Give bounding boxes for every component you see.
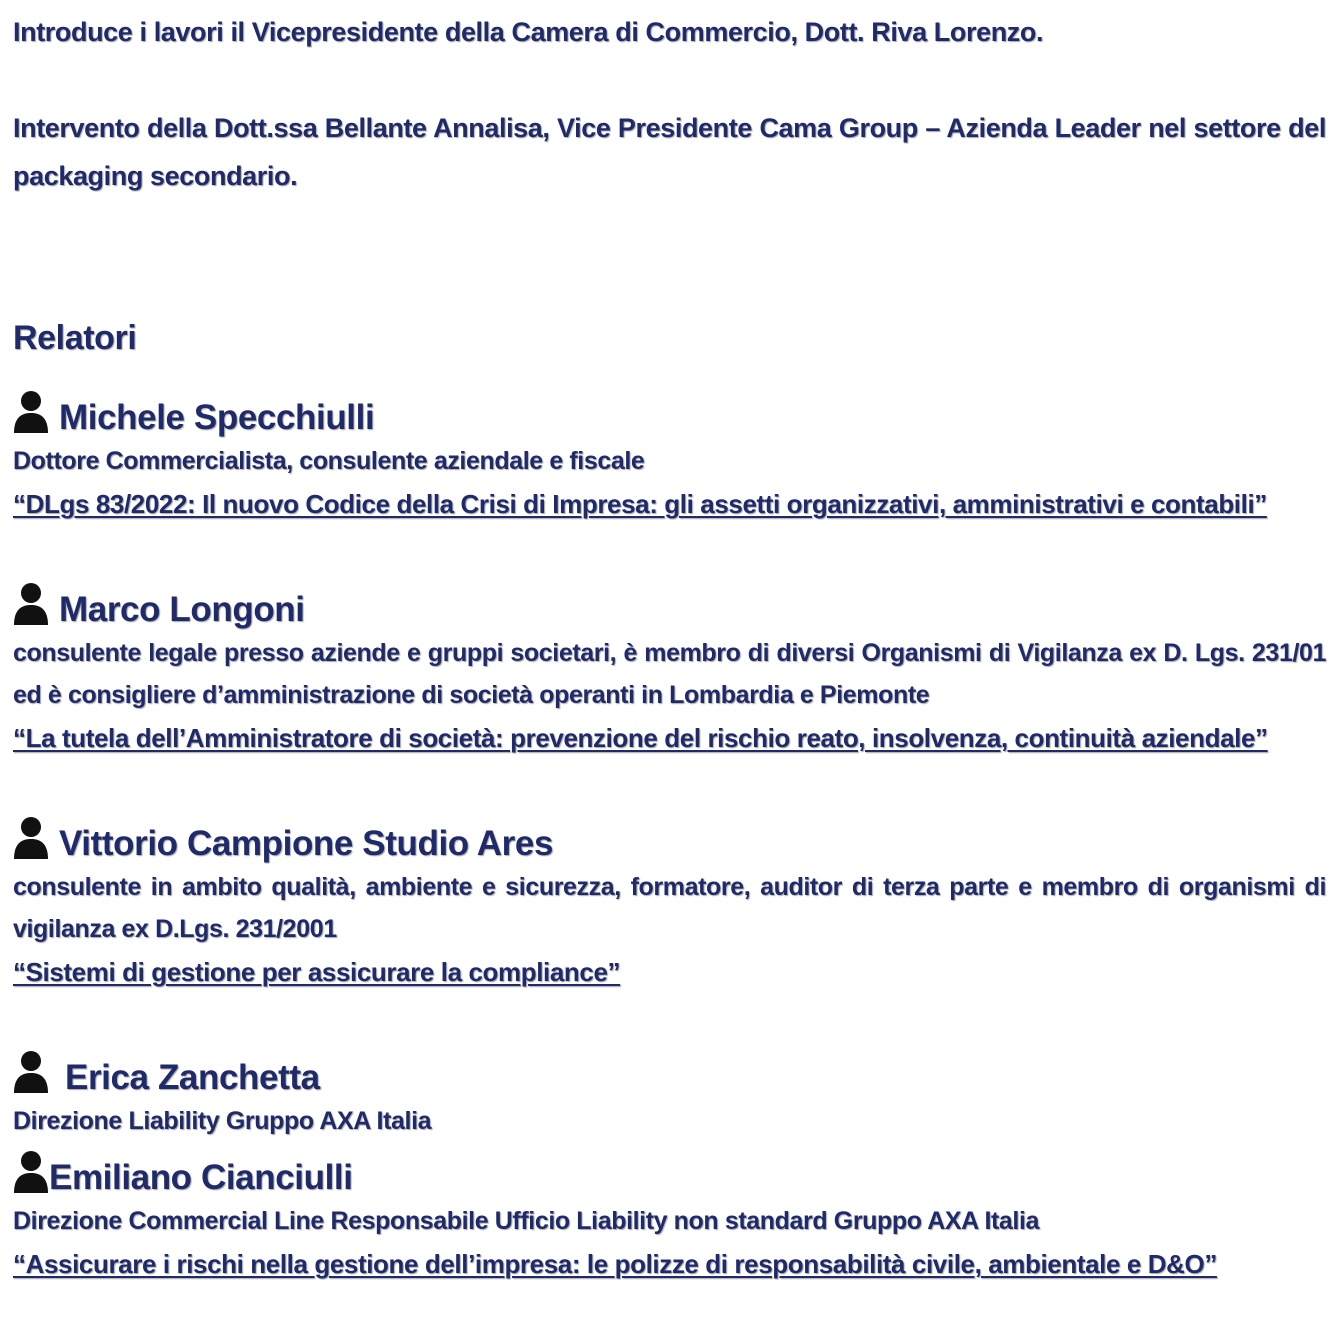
speaker-entry — [13, 580, 1326, 760]
speaker-name: Erica Zanchetta — [65, 1058, 320, 1097]
person-icon — [13, 582, 49, 626]
speaker-name: Vittorio Campione Studio Ares — [59, 824, 554, 863]
speaker-name: Emiliano Cianciulli — [49, 1158, 353, 1197]
speaker-name: Michele Specchiulli — [59, 398, 375, 437]
speaker-name: Marco Longoni — [59, 590, 305, 629]
speaker-entry — [13, 1148, 1326, 1286]
speaker-talk-link[interactable]: “La tutela dell’Amministratore di società: prevenzione del rischio reato, insolvenza, continuità aziendale” — [13, 723, 1268, 753]
section-title-relatori: Relatori — [13, 319, 137, 357]
speaker-role: consulente in ambito qualità, ambiente e sicurezza, formatore, auditor di terza parte e membro di organismi di vigilanza ex D.Lgs. 231/2001 — [13, 873, 1326, 943]
speaker-header — [13, 388, 1326, 440]
speaker-role: Dottore Commercialista, consulente aziendale e fiscale — [13, 447, 645, 475]
speaker-entry — [13, 388, 1326, 526]
speaker-header — [13, 1148, 1326, 1200]
speaker-talk-link[interactable]: “Sistemi di gestione per assicurare la compliance” — [13, 957, 621, 987]
intro-opening: Introduce i lavori il Vicepresidente della Camera di Commercio, Dott. Riva Lorenzo. — [13, 17, 1044, 47]
speaker-header — [13, 814, 1326, 866]
speaker-header — [13, 1048, 1326, 1100]
speaker-talk-link[interactable]: “Assicurare i rischi nella gestione dell’impresa: le polizze di responsabilità civile, ambientale e D&O” — [13, 1249, 1217, 1279]
intro-intervention: Intervento della Dott.ssa Bellante Annalisa, Vice Presidente Cama Group – Azienda Leader nel settore del packaging secondario. — [13, 113, 1326, 191]
speaker-entry — [13, 814, 1326, 994]
speaker-header — [13, 580, 1326, 632]
person-icon — [13, 816, 49, 860]
person-icon — [13, 1150, 49, 1194]
speaker-role: Direzione Liability Gruppo AXA Italia — [13, 1107, 432, 1135]
speaker-role: Direzione Commercial Line Responsabile Ufficio Liability non standard Gruppo AXA Italia — [13, 1207, 1040, 1235]
speaker-talk-link[interactable]: “DLgs 83/2022: Il nuovo Codice della Crisi di Impresa: gli assetti organizzativi, amministrativi e contabili” — [13, 489, 1267, 519]
speaker-role: consulente legale presso aziende e gruppi societari, è membro di diversi Organismi di Vigilanza ex D. Lgs. 231/01 ed è consigliere d’amministrazione di società operanti in Lombardia e Piemonte — [13, 639, 1326, 709]
person-icon — [13, 1050, 49, 1094]
person-icon — [13, 390, 49, 434]
speaker-entry — [13, 1048, 1326, 1142]
